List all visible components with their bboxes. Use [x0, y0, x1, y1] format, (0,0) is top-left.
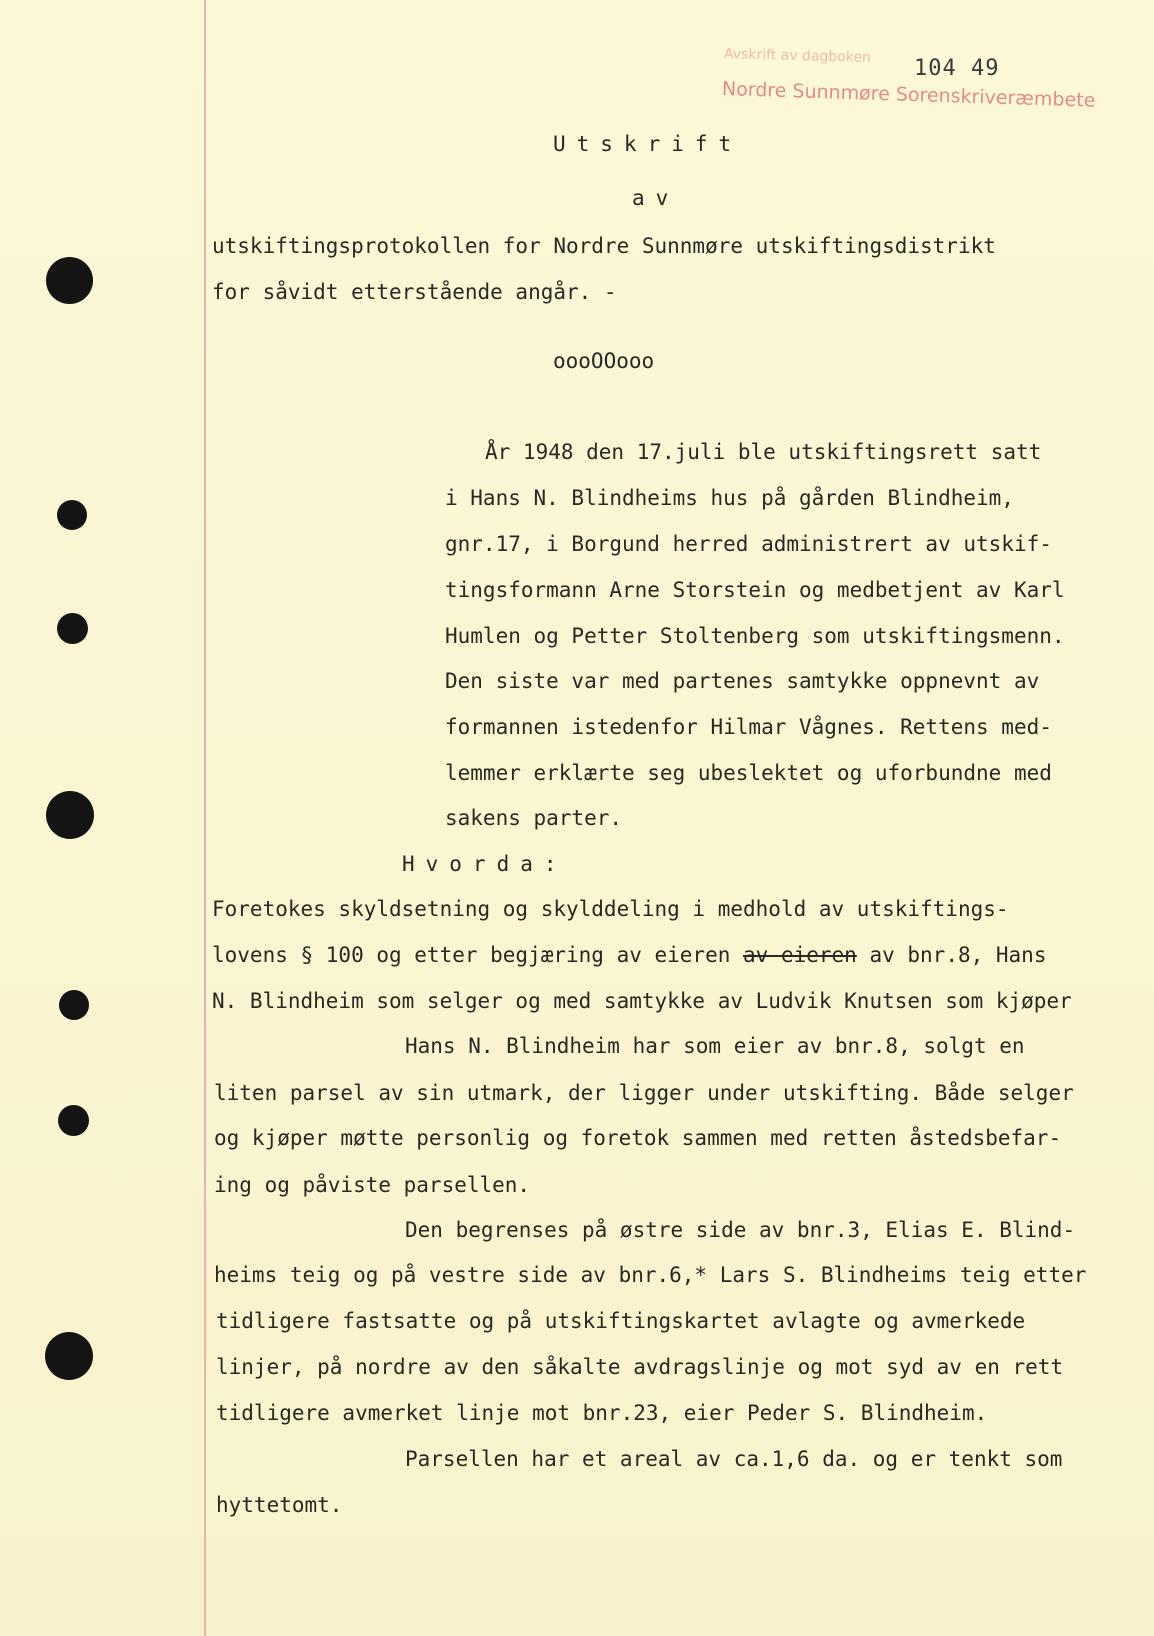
binder-hole — [58, 1105, 89, 1136]
paragraph-line: ing og påviste parsellen. — [214, 1173, 531, 1197]
binder-hole — [57, 613, 88, 644]
paragraph-line: Den siste var med partenes samtykke oppnevnt av — [445, 669, 1040, 693]
paragraph-line: tingsformann Arne Storstein og medbetjent av Karl — [445, 578, 1065, 602]
binder-hole — [59, 990, 89, 1020]
binder-hole — [46, 257, 93, 304]
text-run: lovens § 100 og etter begjæring av eieren — [212, 943, 744, 967]
paragraph-line: År 1948 den 17.juli ble utskiftingsrett satt — [485, 440, 1042, 464]
paragraph-line: linjer, på nordre av den såkalte avdragslinje og mot syd av en rett — [216, 1355, 1064, 1379]
paragraph-line: heims teig og på vestre side av bnr.6,* Lars S. Blindheims teig etter — [214, 1263, 1087, 1287]
paragraph-line: formannen istedenfor Hilmar Vågnes. Rettens med- — [445, 715, 1052, 739]
page-reference: 104 49 — [914, 56, 1000, 81]
paragraph-line: hyttetomt. — [216, 1493, 343, 1517]
stamp-office: Nordre Sunnmøre Sorenskriveræmbete — [721, 78, 1096, 112]
paragraph-line: Den begrenses på østre side av bnr.3, Elias E. Blind- — [405, 1218, 1076, 1242]
document-title: Utskrift — [553, 132, 743, 156]
paragraph-line: i Hans N. Blindheims hus på gården Blindheim, — [445, 486, 1014, 510]
paragraph-line: liten parsel av sin utmark, der ligger under utskifting. Både selger — [214, 1081, 1074, 1105]
document-title-sub: av — [632, 186, 680, 210]
paragraph-line: N. Blindheim som selger og med samtykke av Ludvik Knutsen som kjøper — [212, 989, 1072, 1013]
paragraph-line: tidligere fastsatte og på utskiftingskartet avlagte og avmerkede — [216, 1309, 1026, 1333]
paragraph-line: Humlen og Petter Stoltenberg som utskiftingsmenn. — [445, 624, 1065, 648]
paragraph-line: tidligere avmerket linje mot bnr.23, eier Peder S. Blindheim. — [216, 1401, 988, 1425]
paragraph-line: Hans N. Blindheim har som eier av bnr.8, solgt en — [405, 1034, 1025, 1058]
text-run: av bnr.8, Hans — [856, 943, 1047, 967]
stamp-header: Avskrift av dagboken — [723, 46, 872, 66]
paragraph-line: sakens parter. — [445, 806, 623, 830]
paragraph-line: Parsellen har et areal av ca.1,6 da. og er tenkt som — [405, 1447, 1063, 1471]
margin-rule — [204, 0, 206, 1636]
paragraph-line: lemmer erklærte seg ubeslektet og uforbundne med — [445, 761, 1052, 785]
paragraph-line: gnr.17, i Borgund herred administrert av utskif- — [445, 532, 1052, 556]
separator: oooOOooo — [553, 349, 655, 373]
binder-hole — [57, 500, 87, 530]
paragraph-line — [212, 945, 1046, 966]
paragraph-line: og kjøper møtte personlig og foretok sammen med retten åstedsbefar- — [214, 1126, 1062, 1150]
binder-hole — [46, 791, 94, 839]
binder-hole — [45, 1332, 93, 1380]
section-heading: Hvorda: — [402, 852, 568, 876]
intro-line: utskiftingsprotokollen for Nordre Sunnmøre utskiftingsdistrikt — [212, 234, 996, 258]
intro-line: for såvidt etterstående angår. - — [212, 280, 617, 304]
struck-text: av eieren — [743, 943, 857, 967]
paragraph-line: Foretokes skyldsetning og skylddeling i medhold av utskiftings- — [212, 897, 1009, 921]
